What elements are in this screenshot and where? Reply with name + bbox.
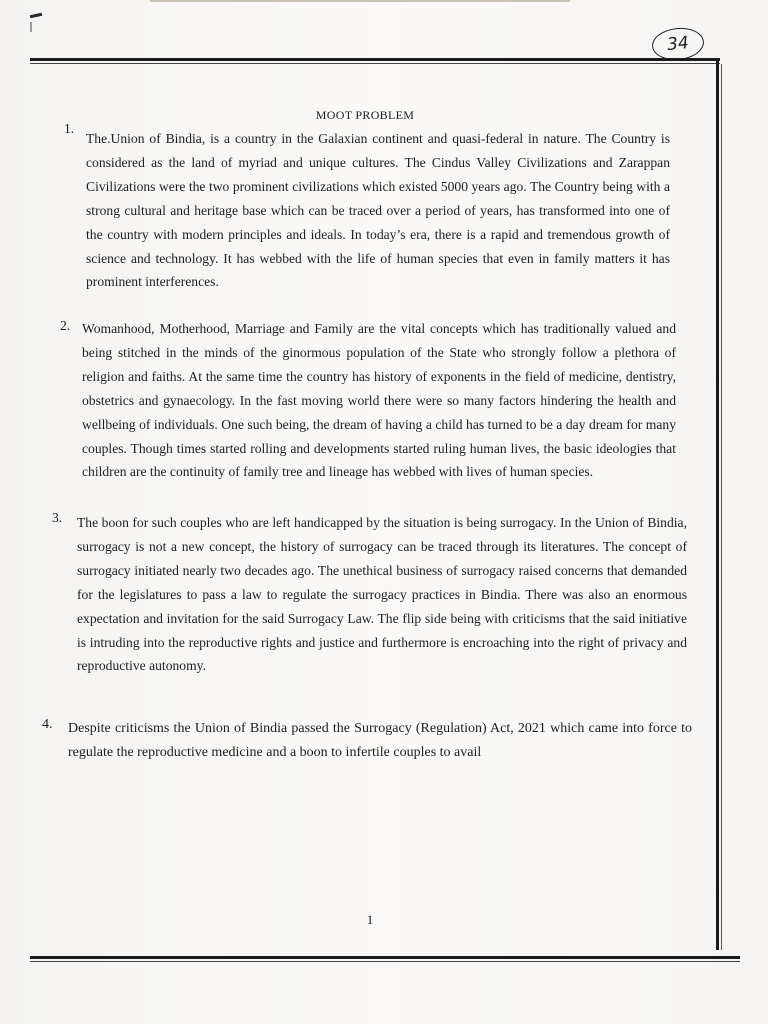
- paragraph-number: 2.: [60, 318, 71, 333]
- paragraph-number: 4.: [42, 717, 53, 732]
- frame-top-border: [30, 58, 720, 61]
- frame-bottom-border: [30, 956, 740, 959]
- paragraph-4: Despite criticisms the Union of Bindia passed the Surrogacy (Regulation) Act, 2021 which came into force to regulate the reproductive medicine and a boon to infertile couples to avail: [68, 721, 692, 760]
- frame-right-inner-border: [721, 64, 722, 950]
- top-edge-line: [150, 0, 570, 2]
- frame-right-border: [716, 60, 719, 950]
- frame-bottom-inner-border: [30, 961, 740, 962]
- corner-pen-mark: [30, 13, 42, 18]
- page-number: 1: [366, 912, 374, 927]
- paragraph-3: The boon for such couples who are left handicapped by the situation is being surrogacy. In the Union of Bindia, surrogacy is not a new concept, the history of surrogacy can be traced through its literatures. The concept of surrogacy initiated nearly two decades ago. The unethical business of surrogacy raised concerns that demanded for the legislatures to pass a law to regulate the surrogacy practices in Bindia. There was also an enormous expectation and invitation for the said Surrogacy Law. The flip side being with criticisms that the said initiative is intruding into the reproductive rights and justice and furthermore is encroaching into the right of privacy and reproductive autonomy.: [77, 515, 687, 674]
- paragraph-1: The.Union of Bindia, is a country in the Galaxian continent and quasi-federal in nature. The Country is considered as the land of myriad and unique cultures. The Cindus Valley Civilizations and Zarappan Civilizations were the two prominent civilizations which existed 5000 years ago. The Country being with a strong cultural and heritage base which can be traced over a period of years, has transformed into one of the country with modern principles and ideals. In today’s era, there is a rapid and tremendous growth of science and technology. It has webbed with the life of human species that even in family matters it has prominent interferences.: [86, 131, 670, 290]
- paragraph-2: Womanhood, Motherhood, Marriage and Family are the vital concepts which has traditionally valued and being stitched in the minds of the ginormous population of the State who strongly follow a plethora of religion and faiths. At the same time the country has history of exponents in the field of medicine, dentistry, obstetrics and gynaecology. In the fast moving world there were so many factors hindering the health and wellbeing of individuals. One such being, the dream of having a child has turned to be a day dream for many couples. Though times started rolling and developments started ruling human lives, the basic ideologies that children are the continuity of family tree and lineage has webbed with lives of human species.: [82, 321, 676, 480]
- paragraph-number: 3.: [52, 510, 63, 525]
- corner-pen-mark-tail: [30, 22, 32, 32]
- document-title: MOOT PROBLEM: [315, 108, 415, 122]
- frame-top-inner-border: [30, 63, 720, 64]
- page-stamp-text: 34: [666, 32, 690, 56]
- paragraph-number: 1.: [64, 121, 75, 136]
